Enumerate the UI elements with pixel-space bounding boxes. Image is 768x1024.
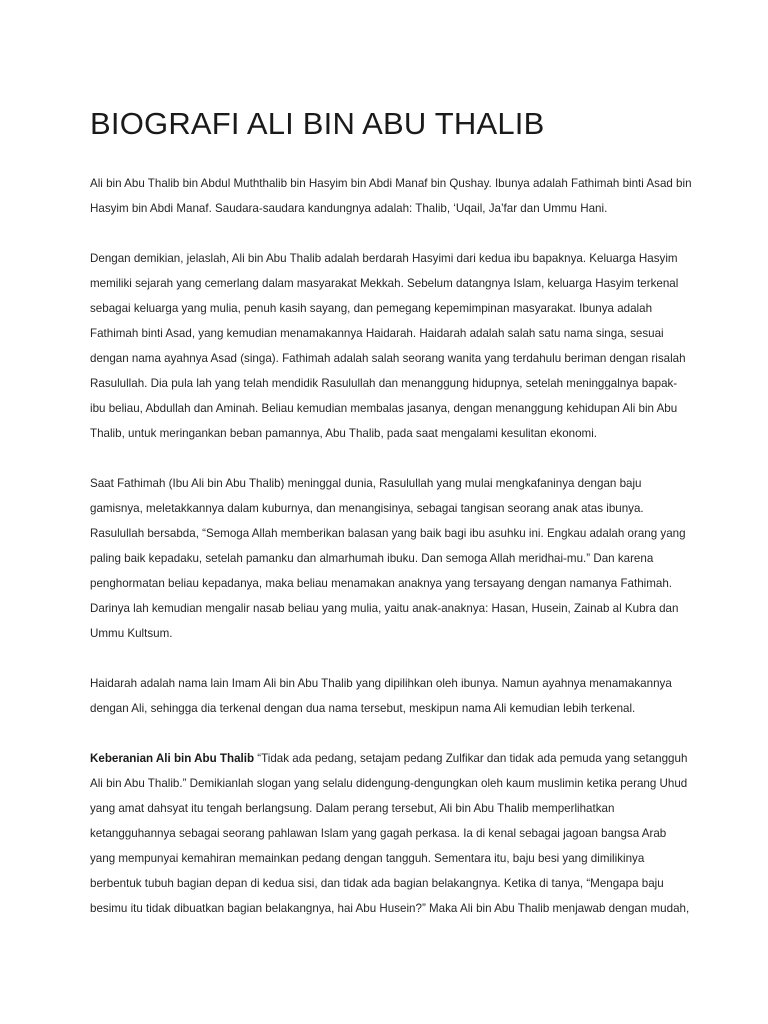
text-line: Fathimah binti Asad, yang kemudian menamakannya Haidarah. Haidarah adalah salah satu nama singa, sesuai — [90, 327, 664, 340]
text-line: yang mempunyai kemahiran memainkan pedang dengan tangguh. Sementara itu, baju besi yang dimilikinya — [90, 852, 645, 865]
text-line: besimu itu tidak dibuatkan bagian belakangnya, hai Abu Husein?” Maka Ali bin Abu Thalib menjawab dengan mudah, — [90, 902, 690, 915]
paragraph-2 — [90, 246, 686, 446]
heading-line-text: “Tidak ada pedang, setajam pedang Zulfikar dan tidak ada pemuda yang setangguh — [254, 752, 688, 765]
paragraph-3 — [90, 471, 686, 646]
text-line: Saat Fathimah (Ibu Ali bin Abu Thalib) meninggal dunia, Rasulullah yang mulai mengkafaninya dengan baju — [90, 477, 642, 490]
text-line: paling baik kepadaku, setelah pamanku dan almarhumah ibuku. Dan semoga Allah meridhai-mu.” Dan karena — [90, 552, 654, 565]
text-line: penghormatan beliau kepadanya, maka beliau menamakan anaknya yang tersayang dengan namanya Fathimah. — [90, 577, 673, 590]
paragraph-4 — [90, 671, 680, 721]
text-line: gamisnya, meletakkannya dalam kuburnya, dan menangisinya, sebagai tangisan seorang anak atas ibunya. — [90, 502, 644, 515]
paragraph-1 — [90, 171, 692, 221]
paragraph-5 — [90, 746, 690, 921]
text-line: Ali bin Abu Thalib bin Abdul Muththalib bin Hasyim bin Abdi Manaf bin Qushay. Ibunya adalah Fathimah binti Asad bin — [90, 177, 692, 190]
document-body — [90, 171, 692, 946]
document-title: BIOGRAFI ALI BIN ABU THALIB — [90, 106, 545, 141]
text-line: Ummu Kultsum. — [90, 627, 173, 640]
text-line: Rasulullah. Dia pula lah yang telah mendidik Rasulullah dan menanggung hidupnya, setelah meninggalnya bapak- — [90, 377, 678, 390]
text-line: dengan Ali, sehingga dia terkenal dengan dua nama tersebut, meskipun nama Ali kemudian lebih terkenal. — [90, 702, 636, 715]
section-heading: Keberanian Ali bin Abu Thalib — [90, 752, 255, 765]
text-line: Rasulullah bersabda, “Semoga Allah memberikan balasan yang baik bagi ibu asuhku ini. Engkau adalah orang yang — [90, 527, 686, 540]
text-line: berbentuk tubuh bagian depan di kedua sisi, dan tidak ada bagian belakangnya. Ketika di tanya, “Mengapa baju — [90, 877, 664, 890]
text-line: Haidarah adalah nama lain Imam Ali bin Abu Thalib yang dipilihkan oleh ibunya. Namun ayahnya menamakannya — [90, 677, 672, 690]
text-line: yang amat dahsyat itu tengah berlangsung. Dalam perang tersebut, Ali bin Abu Thalib memperlihatkan — [90, 802, 615, 815]
text-line: Darinya lah kemudian mengalir nasab beliau yang mulia, yaitu anak-anaknya: Hasan, Husein, Zainab al Kubra dan — [90, 602, 679, 615]
text-line: Dengan demikian, jelaslah, Ali bin Abu Thalib adalah berdarah Hasyimi dari kedua ibu bapaknya. Keluarga Hasyim — [90, 252, 678, 265]
text-line: memiliki sejarah yang cemerlang dalam masyarakat Mekkah. Sebelum datangnya Islam, keluarga Hasyim terkenal — [90, 277, 679, 290]
text-line: Hasyim bin Abdi Manaf. Saudara-saudara kandungnya adalah: Thalib, ‘Uqail, Ja’far dan Ummu Hani. — [90, 202, 608, 215]
text-line: ibu beliau, Abdullah dan Aminah. Beliau kemudian membalas jasanya, dengan menanggung kehidupan Ali bin Abu — [90, 402, 678, 415]
text-line: sebagai keluarga yang mulia, penuh kasih sayang, dan pemegang kepemimpinan masyarakat. Ibunya adalah — [90, 302, 653, 315]
text-line: Thalib, untuk meringankan beban pamannya, Abu Thalib, pada saat mengalami kesulitan ekonomi. — [90, 427, 598, 440]
text-line: Ali bin Abu Thalib.” Demikianlah slogan yang selalu didengung-dengungkan oleh kaum muslimin ketika perang Uhud — [90, 777, 688, 790]
text-line: ketangguhannya sebagai seorang pahlawan Islam yang gagah perkasa. Ia di kenal sebagai jagoan bangsa Arab — [90, 827, 667, 840]
text-line: dengan nama ayahnya Asad (singa). Fathimah adalah salah seorang wanita yang terdahulu beriman dengan risalah — [90, 352, 686, 365]
text-line-with-heading — [90, 746, 688, 771]
